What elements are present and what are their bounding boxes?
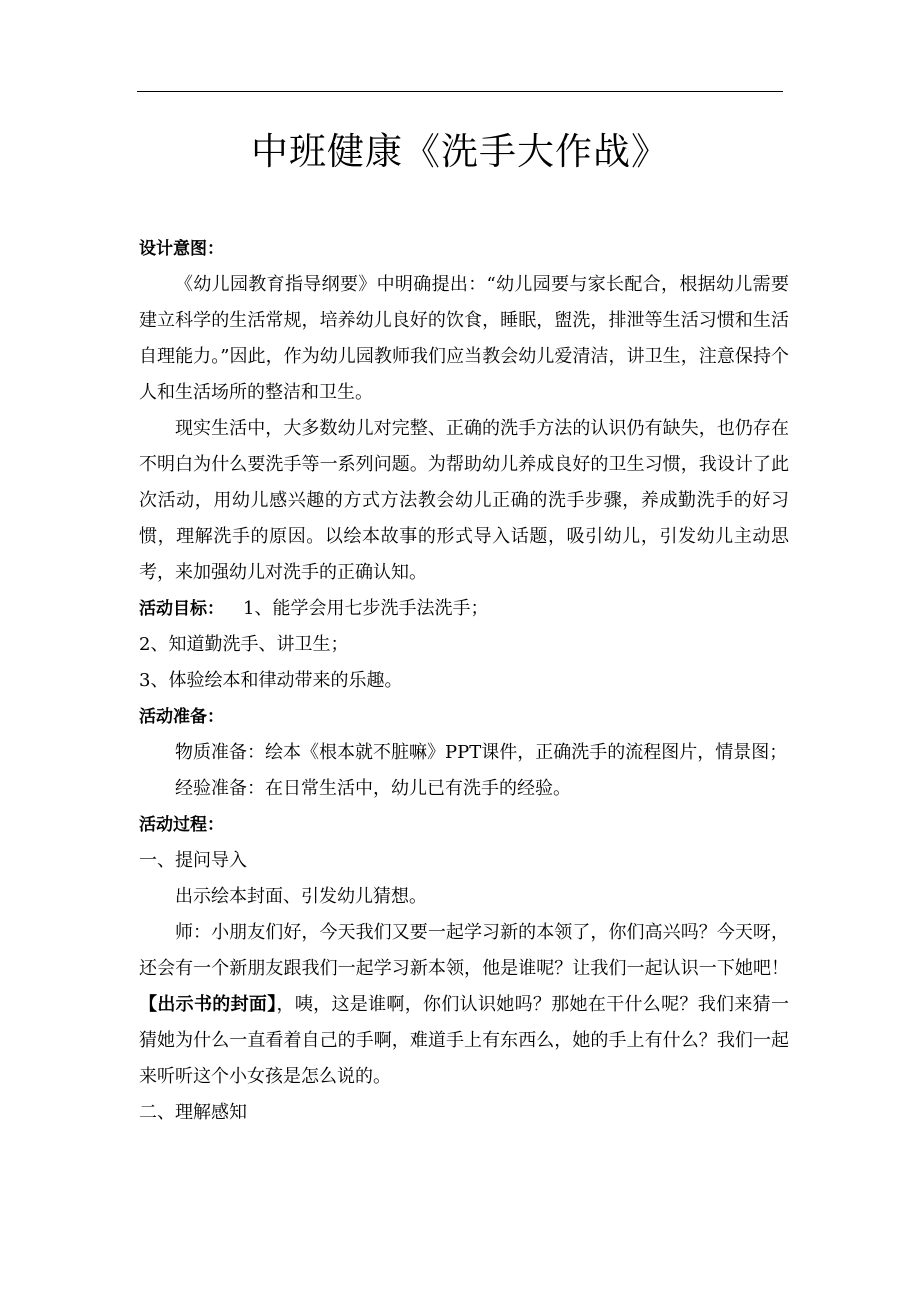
cover-instruction: 【出示书的封面】 (139, 994, 277, 1015)
document-title: 中班健康《洗手大作战》 (251, 130, 669, 173)
teacher-dialogue-part-2: ，咦，这是谁啊，你们认识她吗？那她在干什么呢？我们来猜一猜她为什么一直看着自己的手啊，难道手上有东西么，她的手上有什么？我们一起来听听这个小女孩是怎么说的。 (139, 994, 789, 1087)
goals-first-row (139, 591, 789, 627)
preparation-heading: 活动准备： (139, 707, 224, 727)
design-intent-paragraph-1: 《幼儿园教育指导纲要》中明确提出：“幼儿园要与家长配合，根据幼儿需要建立科学的生活常规，培养幼儿良好的饮食，睡眠，盥洗，排泄等生活习惯和生活自理能力。”因此，作为幼儿园教师我们应当教会幼儿爱清洁，讲卫生，注意保持个人和生活场所的整洁和卫生。 (139, 274, 789, 403)
goal-item-1: 1、能学会用七步洗手法洗手； (243, 598, 489, 619)
section-2-title: 二、理解感知 (139, 1102, 247, 1123)
process-heading: 活动过程： (139, 815, 224, 835)
header-rule (137, 91, 783, 92)
teacher-dialogue (139, 915, 789, 1095)
experience-preparation: 经验准备：在日常生活中，幼儿已有洗手的经验。 (175, 778, 571, 799)
teacher-dialogue-part-1: 师：小朋友们好，今天我们又要一起学习新的本领了，你们高兴吗？今天呀，还会有一个新朋友跟我们一起学习新本领，他是谁呢？让我们一起认识一下她吧！ (139, 922, 789, 979)
section-1-title: 一、提问导入 (139, 850, 247, 871)
document-body (139, 231, 789, 1131)
goals-heading: 活动目标： (139, 599, 224, 619)
design-intent-heading: 设计意图： (139, 239, 224, 259)
section-1-line: 出示绘本封面、引发幼儿猜想。 (175, 886, 427, 907)
goal-item-2: 2、知道勤洗手、讲卫生； (139, 634, 349, 655)
material-preparation: 物质准备：绘本《根本就不脏嘛》PPT课件，正确洗手的流程图片，情景图； (175, 742, 788, 763)
design-intent-paragraph-2: 现实生活中，大多数幼儿对完整、正确的洗手方法的认识仍有缺失，也仍存在不明白为什么要洗手等一系列问题。为帮助幼儿养成良好的卫生习惯，我设计了此次活动，用幼儿感兴趣的方式方法教会幼儿正确的洗手步骤，养成勤洗手的好习惯，理解洗手的原因。以绘本故事的形式导入话题，吸引幼儿，引发幼儿主动思考，来加强幼儿对洗手的正确认知。 (139, 418, 789, 583)
goal-item-3: 3、体验绘本和律动带来的乐趣。 (139, 670, 403, 691)
